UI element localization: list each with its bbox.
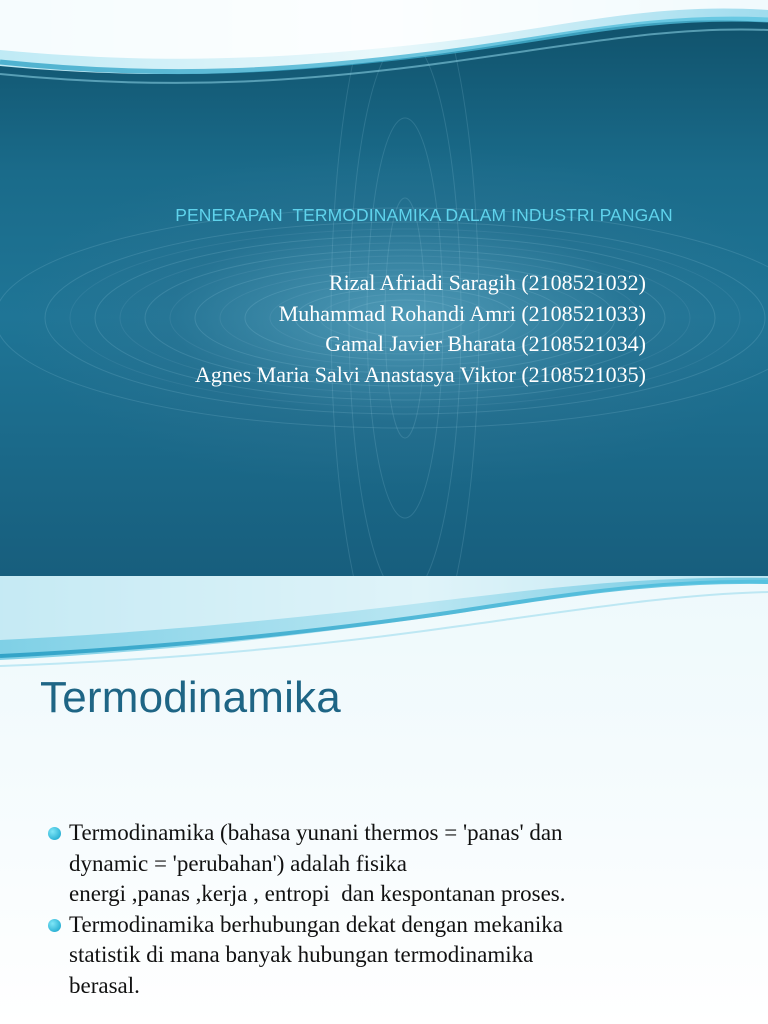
bullet-text-line: energi ,panas ,kerja , entropi dan kespontanan proses.: [69, 881, 566, 906]
bullet-text-line: Termodinamika (bahasa yunani thermos = 'panas' dan: [69, 820, 563, 845]
bullet-item: [48, 818, 748, 910]
slide-title: Termodinamika: [40, 673, 341, 722]
content-slide: [0, 576, 768, 1024]
author-line: Muhammad Rohandi Amri (2108521033): [278, 300, 646, 326]
bullet-item: [48, 910, 748, 1002]
author-list: [195, 268, 646, 390]
author-line: Gamal Javier Bharata (2108521034): [325, 331, 646, 356]
bullet-list: [48, 818, 748, 1001]
bullet-text-line: statistik di mana banyak hubungan termodinamika: [69, 942, 534, 967]
slide-header-wave-decoration: [0, 576, 768, 671]
author-line: Agnes Maria Salvi Anastasya Viktor (2108521035): [194, 361, 646, 387]
presentation-title: PENERAPAN TERMODINAMIKA DALAM INDUSTRI PANGAN: [175, 205, 673, 225]
bullet-dot-icon: [48, 827, 61, 840]
bullet-dot-icon: [48, 919, 61, 932]
bullet-text-line: Termodinamika berhubungan dekat dengan mekanika: [69, 911, 563, 937]
bullet-text-line: berasal.: [69, 972, 140, 998]
author-line: Rizal Afriadi Saragih (2108521032): [328, 270, 646, 295]
bullet-text-line: dynamic = 'perubahan') adalah fisika: [69, 850, 408, 876]
top-wave-decoration: [0, 0, 768, 110]
